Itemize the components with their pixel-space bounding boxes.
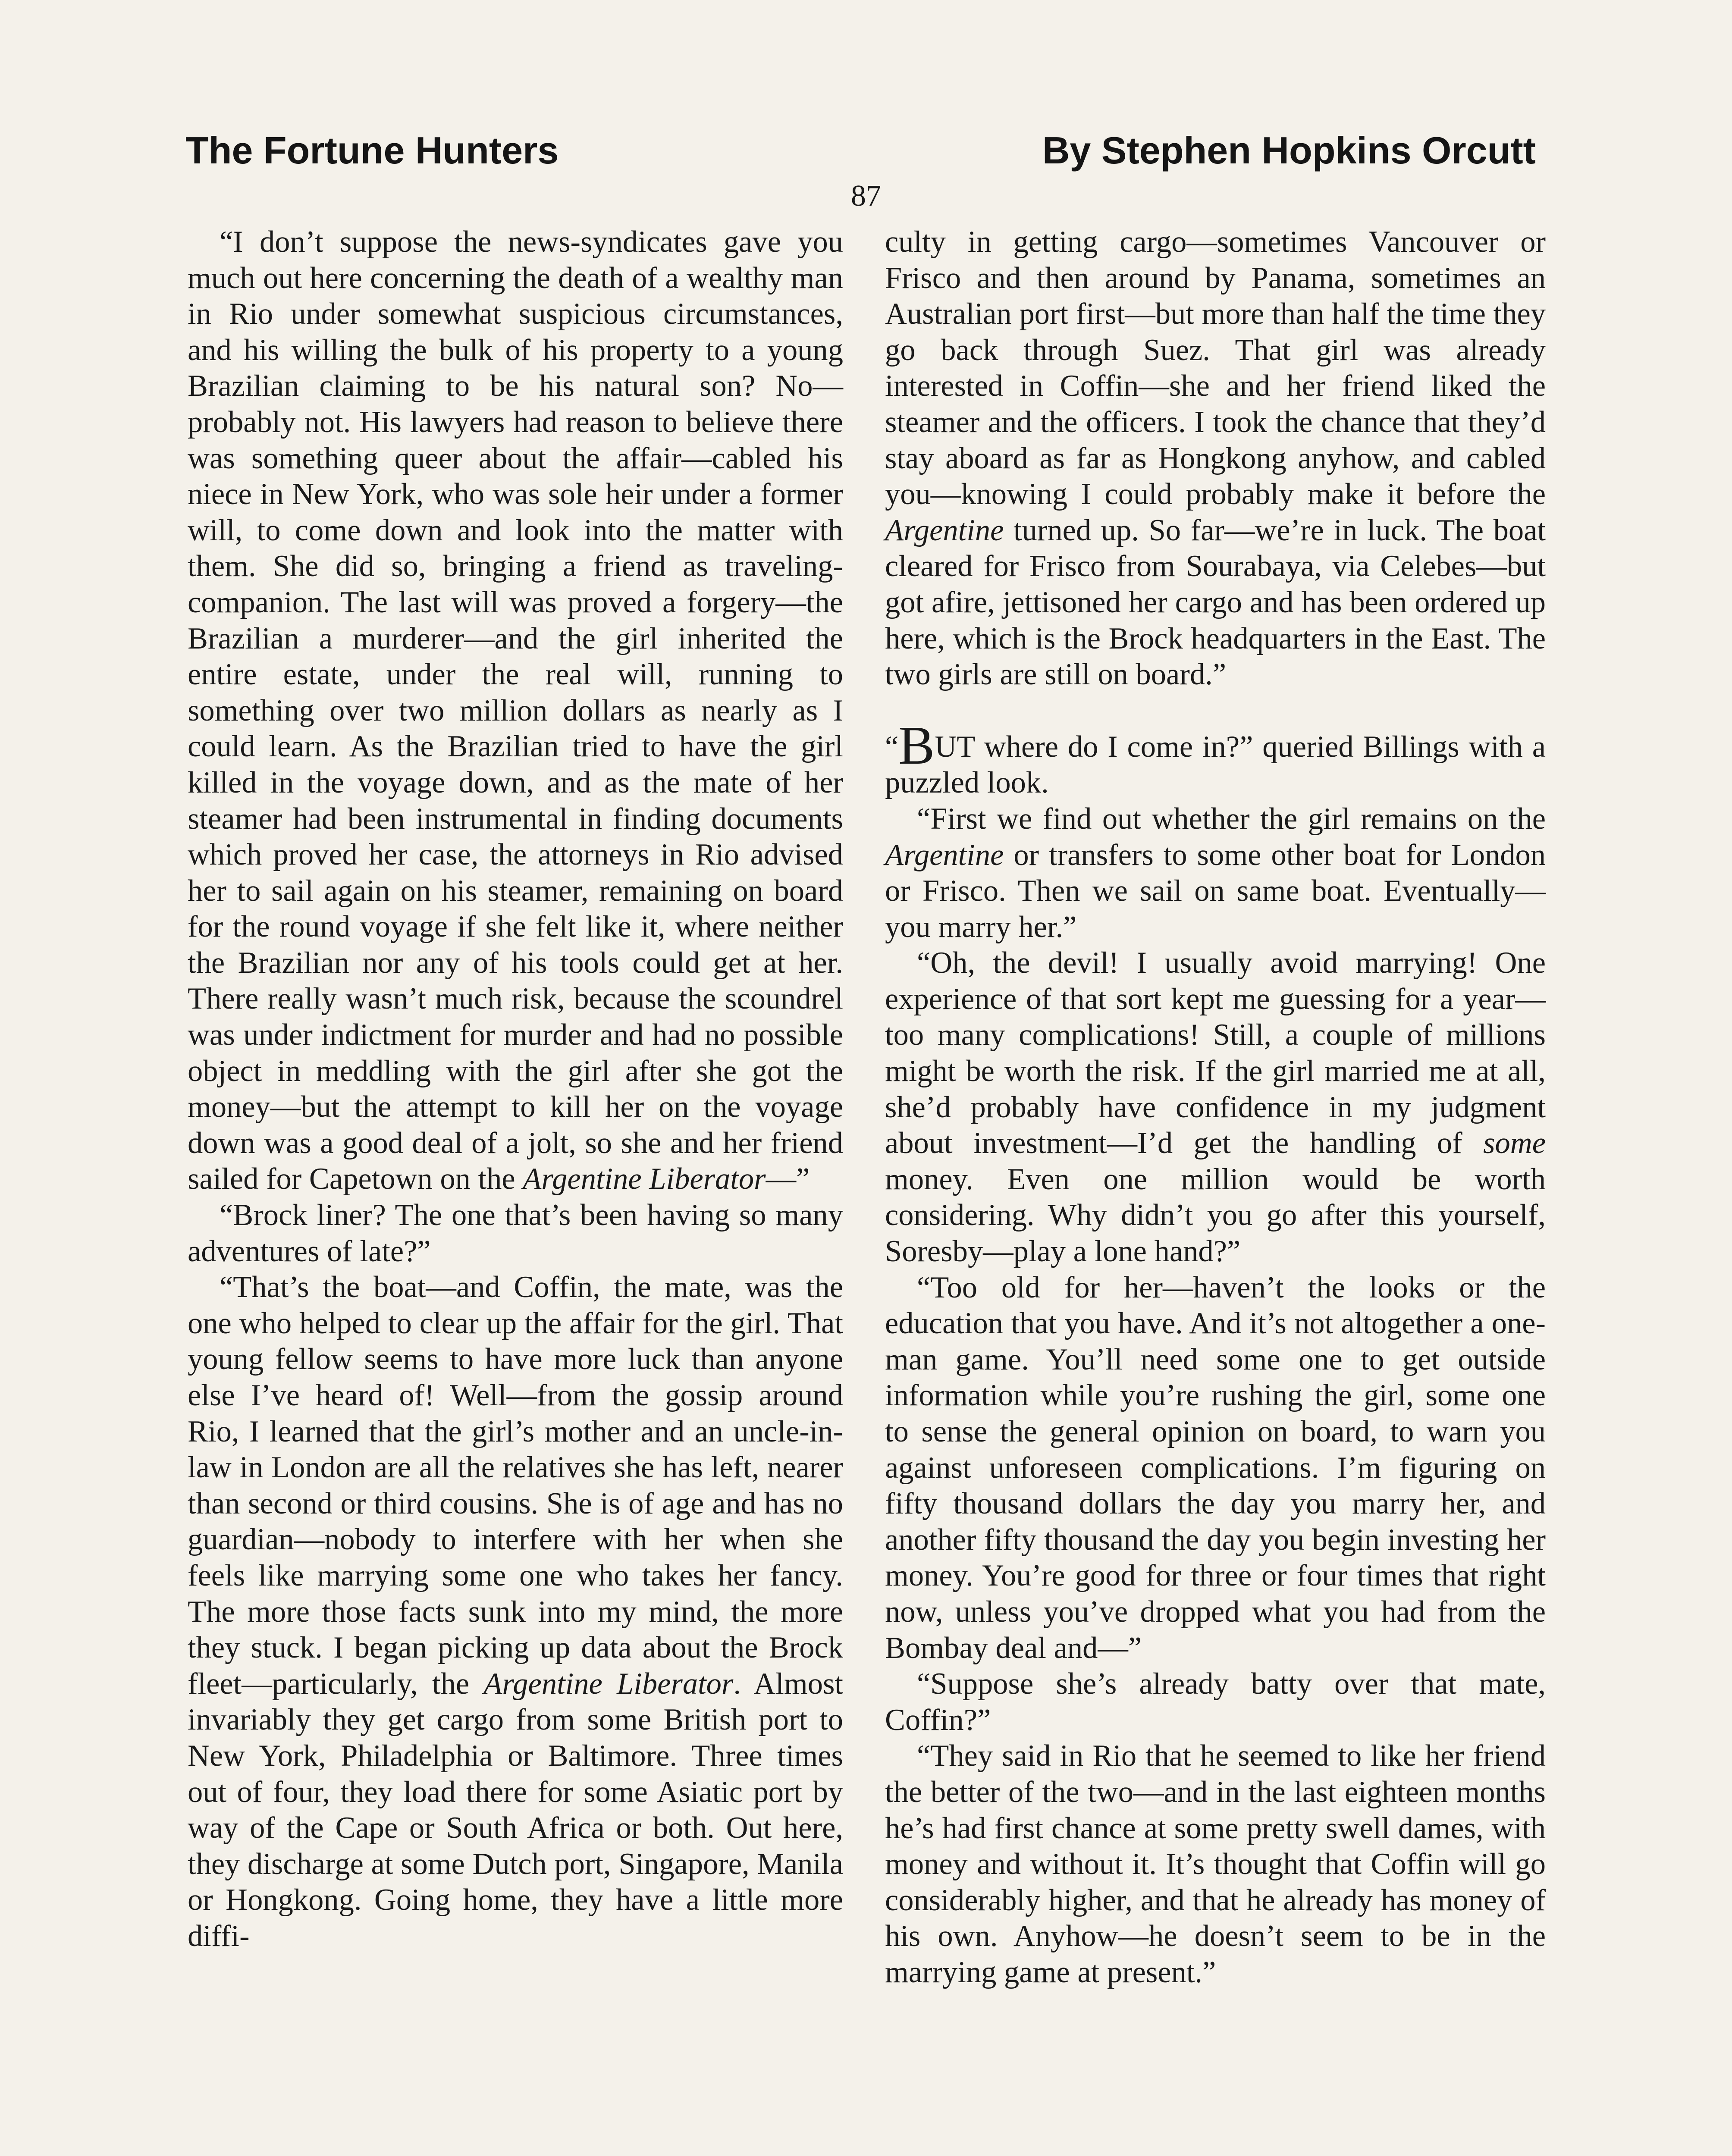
paragraph-text: “That’s the boat—and Coffin, the mate, was the one who helped to clear up the affair for the girl. That young fellow seems to have more luck than anyone else I’ve heard of! Well—from the gossip around Rio, I learned that the girl’s mother and an uncle-in-law in London are all the relatives she has left, nearer than second or third cousins. She is of age and has no guardian—nobody to interfere with her when she feels like marrying some one who takes her fancy. The more those facts sunk into my mind, the more they stuck. I began picking up data about the Brock fleet—particularly, the [188,1270,843,1701]
paragraph-text: “I don’t suppose the news-syndicates gave you much out here concerning the death of a wealthy man in Rio under somewhat suspicious circumstances, and his willing the bulk of his property to a young Brazilian claiming to be his natural son? No—probably not. His lawyers had reason to believe there was something queer about the affair—cabled his niece in New York, who was sole heir under a former will, to come down and look into the matter with them. She did so, bringing a friend as traveling-companion. The last will was proved a forgery—the Brazilian a murderer—and the girl inherited the entire estate, under the real will, running to something over two million dollars as nearly as I could learn. As the Brazilian tried to have the girl killed in the voyage down, and as the mate of her steamer had been instrumental in finding documents which proved her case, the attorneys in Rio advised her to sail again on his steamer, remaining on board for the round voyage if she felt like it, where neither the Brazilian nor any of his tools could get at her. There really wasn’t much risk, because the scoundrel was under indictment for murder and had no possible object in meddling with the girl after she got the money—but the attempt to kill her on the voyage down was a good deal of a jolt, so she and her friend sailed for Capetown on the [188,225,843,1196]
emphasis: some [1483,1126,1546,1160]
ship-name: Argentine Liberator [523,1162,766,1196]
paragraph [885,801,1546,945]
left-column [188,224,843,1955]
ship-name: Argentine [885,838,1004,872]
paragraph-text: —” [766,1162,810,1196]
paragraph-text: or transfers to some other boat for London or Frisco. Then we sail on same boat. Eventually—you marry her.” [885,838,1546,944]
paragraph-text: turned up. So far—we’re in luck. The boat cleared for Frisco from Sourabaya, via Celebes—but got afire, jettisoned her cargo and has been ordered up here, which is the Brock headquarters in the East. The two girls are still on board.” [885,513,1546,692]
paragraph-text: “Oh, the devil! I usually avoid marrying! One experience of that sort kept me guessing for a year—too many complications! Still, a couple of millions might be worth the risk. If the girl married me at all, she’d probably have confidence in my judgment about investment—I’d get the handling of [885,946,1546,1160]
paragraph: “Too old for her—haven’t the looks or the education that you have. And it’s not altogether a one-man game. You’ll need some one to get outside information while you’re rushing the girl, some one to sense the general opinion on board, to warn you against unforeseen complications. I’m figuring on fifty thousand dollars the day you marry her, and another fifty thousand the day you begin investing her money. You’re good for three or four times that right now, unless you’ve dropped what you had from the Bombay deal and—” [885,1270,1546,1665]
opening-quote: “ [885,730,899,764]
paragraph-text: . Almost invariably they get cargo from some British port to New York, Philadelphia or Baltimore. Three times out of four, they load there for some Asiatic port by way of the Cape or South Africa or both. Out here, they discharge at some Dutch port, Singapore, Manila or Hongkong. Going home, they have a little more diffi- [188,1667,843,1953]
ship-name: Argentine Liberator [483,1667,734,1701]
right-column [885,224,1546,1991]
paragraph: “They said in Rio that he seemed to like her friend the better of the two—and in the last eighteen months he’s had first chance at some pretty swell dames, with money and without it. It’s thought that Coffin will go considerably higher, and that he already has money of his own. Anyhow—he doesn’t seem to be in the marrying game at present.” [885,1739,1546,1989]
page-number: 87 [851,179,881,213]
paragraph-text: money. Even one million would be worth considering. Why didn’t you go after this yourself, Soresby—play a lone hand?” [885,1162,1546,1269]
paragraph: “Suppose she’s already batty over that mate, Coffin?” [885,1667,1546,1737]
author-byline: By Stephen Hopkins Orcutt [1042,129,1536,172]
paragraph-text: “First we find out whether the girl remains on the [917,802,1546,836]
paragraph [885,224,1546,693]
paragraph [188,1269,843,1954]
paragraph-text: culty in getting cargo—sometimes Vancouver or Frisco and then around by Panama, sometimes an Australian port first—but more than half the time they go back through Suez. That girl was already interested in Coffin—she and her friend liked the steamer and the officers. I took the chance that they’d stay aboard as far as Hongkong anyhow, and cabled you—knowing I could probably make it before the [885,225,1546,511]
section-break-paragraph [885,715,1546,801]
story-title: The Fortune Hunters [185,129,559,172]
paragraph [188,224,843,1197]
paragraph: “Brock liner? The one that’s been having so many adventures of late?” [188,1198,843,1268]
paragraph-text: UT where do I come in?” queried Billings with a puzzled look. [885,730,1546,800]
ship-name: Argentine [885,513,1004,547]
drop-cap: B [898,715,935,776]
paragraph [885,945,1546,1269]
